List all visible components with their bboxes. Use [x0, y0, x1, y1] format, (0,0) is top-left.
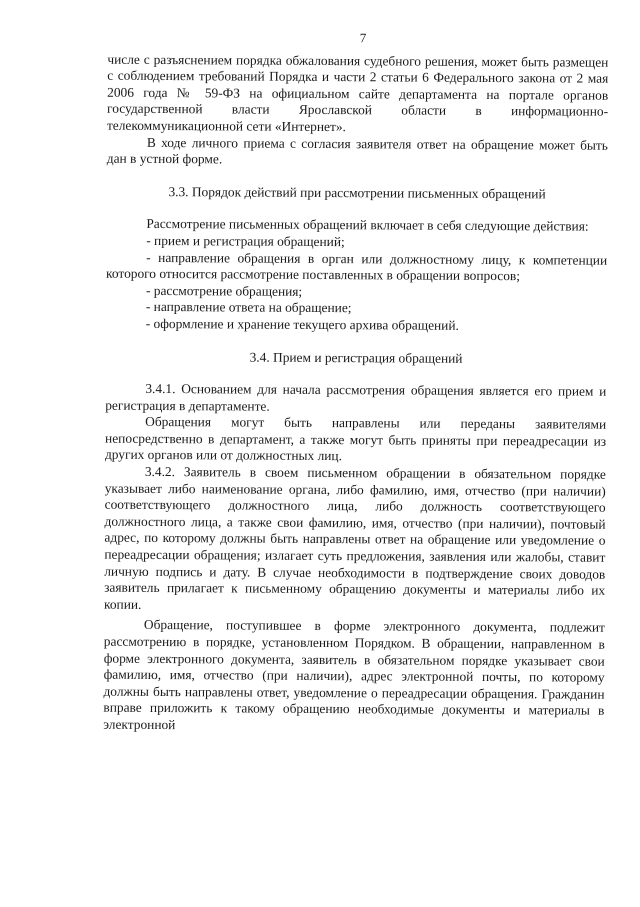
section-heading-3-4: 3.4. Прием и регистрация обращений	[249, 349, 463, 366]
section-3-3-intro: Рассмотрение письменных обращений включает в себя следующие действия:	[146, 216, 589, 234]
paragraph-electronic-document: Обращение, поступившее в форме электронного документа, подлежит рассмотрению в порядке, установленном Порядком. В обращении, направленном в форме электронного документа, заявитель в обязательном порядке указывает свои фамилию, имя, отчество (при наличии), адрес электронной почты, по которому должны быть направлены ответ, уведомление о переадресации обращения. Гражданин вправе приложить к такому обращению необходимые документы и материалы в электронной	[103, 617, 605, 733]
list-item: - направление обращения в орган или должностному лицу, к компетенции которого относится рассмотрение поставленных в обращении вопросов;	[106, 249, 608, 284]
page-number: 7	[359, 30, 367, 46]
list-item: - оформление и хранение текущего архива обращений.	[145, 315, 459, 333]
paragraph-continuation: числе с разъяснением порядка обжалования судебного решения, может быть размещен с соблюдением требований Порядка и части 2 статьи 6 Федерального закона от 2 мая 2006 года № 59-ФЗ на официальном сайте департамента на портале органов государственной власти Ярославской области в информационно-телекоммуникационной сети «Интернет».	[106, 51, 609, 135]
paragraph-3-4-2: 3.4.2. Заявитель в своем письменном обращении в обязательном порядке указывает либо наименование органа, либо фамилию, имя, отчество (при наличии) соответствующего должностного лица, либо должность соответствующего должностного лица, а также свои фамилию, имя, отчество (при наличии), почтовый адрес, по которому должны быть направлены ответ на обращение или уведомление о переадресации обращения; излагает суть предложения, заявления или жалобы, ставит личную подпись и дату. В случае необходимости в подтверждение своих доводов заявитель прилагает к письменному обращению документы и материалы либо их копии.	[104, 463, 606, 612]
list-item: - прием и регистрация обращений;	[146, 232, 345, 250]
actions-list	[106, 233, 608, 336]
list-item: - рассмотрение обращения;	[145, 282, 303, 299]
list-item: - направление ответа на обращение;	[145, 299, 352, 316]
paragraph-3-4-1: 3.4.1. Основанием для начала рассмотрения обращения является его прием и регистрация в департаменте.	[105, 381, 607, 414]
paragraph-submission-ways: Обращения могут быть направлены или переданы заявителями непосредственно в департамент, а также могут быть приняты при переадресации из других органов или от должностных лиц.	[104, 414, 607, 464]
paragraph-oral-answer: В ходе личного приема с согласия заявителя ответ на обращение может быть дан в устной форме.	[106, 134, 608, 167]
section-heading-3-3: 3.3. Порядок действий при рассмотрении письменных обращений	[168, 183, 546, 202]
